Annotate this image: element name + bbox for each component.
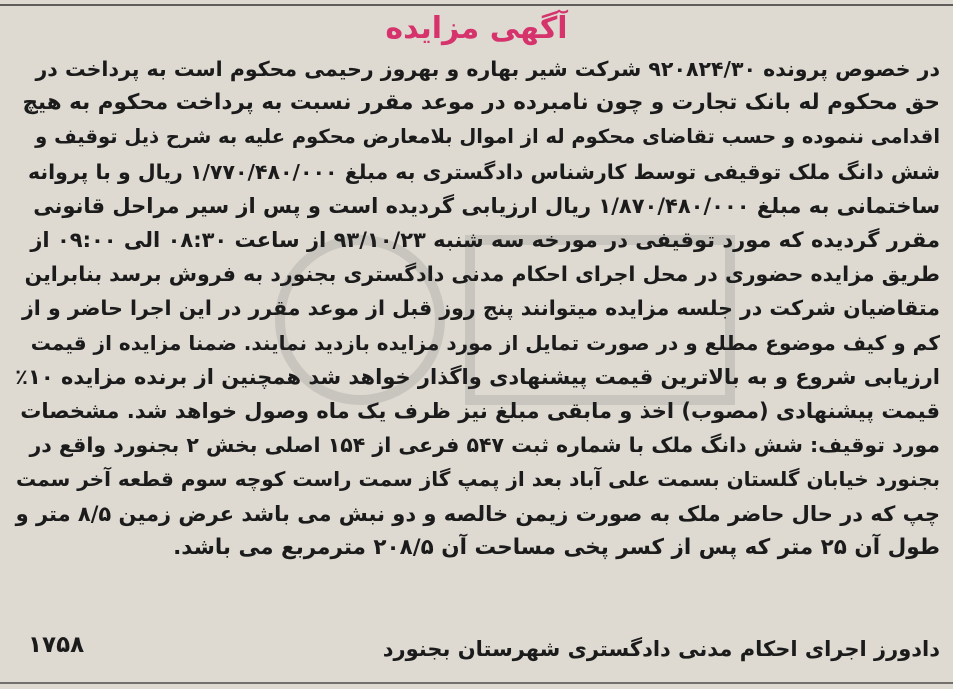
body-line: حق محکوم له بانک تجارت و چون نامبرده در موعد مقرر نسبت به پرداخت محکوم به هیچ bbox=[22, 90, 940, 116]
body-line: ارزیابی شروع و به بالاترین قیمت پیشنهادی واگذار خواهد شد همچنین از برنده مزایده ۱۰٪ bbox=[15, 364, 940, 389]
body-line: طول آن ۲۵ متر که پس از کسر پخی مساحت آن ۲۰۸/۵ مترمربع می باشد. bbox=[173, 534, 940, 560]
body-line: بجنورد خیابان گلستان بسمت علی آباد بعد از پمپ گاز سمت راست کوچه سوم قطعه آخر سمت bbox=[16, 467, 940, 492]
bottom-divider bbox=[0, 682, 953, 684]
top-divider bbox=[0, 4, 953, 6]
body-line: چپ که در حال حاضر ملک به صورت زیمن خالصه و دو نبش می باشد عرض زمین ۸/۵ متر و bbox=[15, 501, 940, 526]
body-line: مورد توقیف: شش دانگ ملک با شماره ثبت ۵۴۷ فرعی از ۱۵۴ اصلی بخش ۲ بجنورد واقع در bbox=[29, 433, 940, 458]
notice-title: آگهی مزایده bbox=[385, 11, 568, 46]
ad-number: ۱۷۵۸ bbox=[28, 632, 85, 658]
body-line: شش دانگ ملک توقیفی توسط کارشناس دادگستری به مبلغ ۱/۷۷۰/۴۸۰/۰۰۰ ریال و با پروانه bbox=[27, 159, 940, 184]
body-line: ساختمانی به مبلغ ۱/۸۷۰/۴۸۰/۰۰۰ ریال ارزیابی گردیده است و پس از سیر مراحل قانونی bbox=[33, 193, 940, 218]
signature: دادورز اجرای احکام مدنی دادگستری شهرستان بجنورد bbox=[382, 637, 940, 661]
body-line: کم و کیف موضوع مطلع و در صورت تمایل از مورد مزایده بازدید نمایند. ضمنا مزایده از قیمت bbox=[30, 330, 940, 355]
notice-footer bbox=[14, 628, 940, 668]
body-line: اقدامی ننموده و حسب تقاضای محکوم له از اموال بلامعارض محکوم علیه به شرح ذیل توقیف و bbox=[35, 125, 940, 149]
body-line: مقرر گردیده که مورد توقیفی در مورخه سه شنبه ۹۳/۱۰/۲۳ از ساعت ۰۸:۳۰ الی ۰۹:۰۰ از bbox=[30, 228, 940, 253]
notice-body bbox=[14, 52, 940, 565]
body-line: قیمت پیشنهادی (مصوب) اخذ و مابقی مبلغ نیز ظرف یک ماه وصول خواهد شد. مشخصات bbox=[20, 399, 940, 424]
body-line: متقاضیان شرکت در جلسه مزایده میتوانند پنج روز قبل از موعد مقرر در این اجرا حاضر و از bbox=[21, 296, 940, 321]
body-line: در خصوص پرونده ۹۲۰۸۲۴/۳۰ شرکت شیر بهاره و بهروز رحیمی محکوم است به پرداخت در bbox=[35, 57, 940, 81]
body-line: طریق مزایده حضوری در محل اجرای احکام مدنی دادگستری بجنورد به فروش برسد بنابراین bbox=[24, 262, 940, 287]
